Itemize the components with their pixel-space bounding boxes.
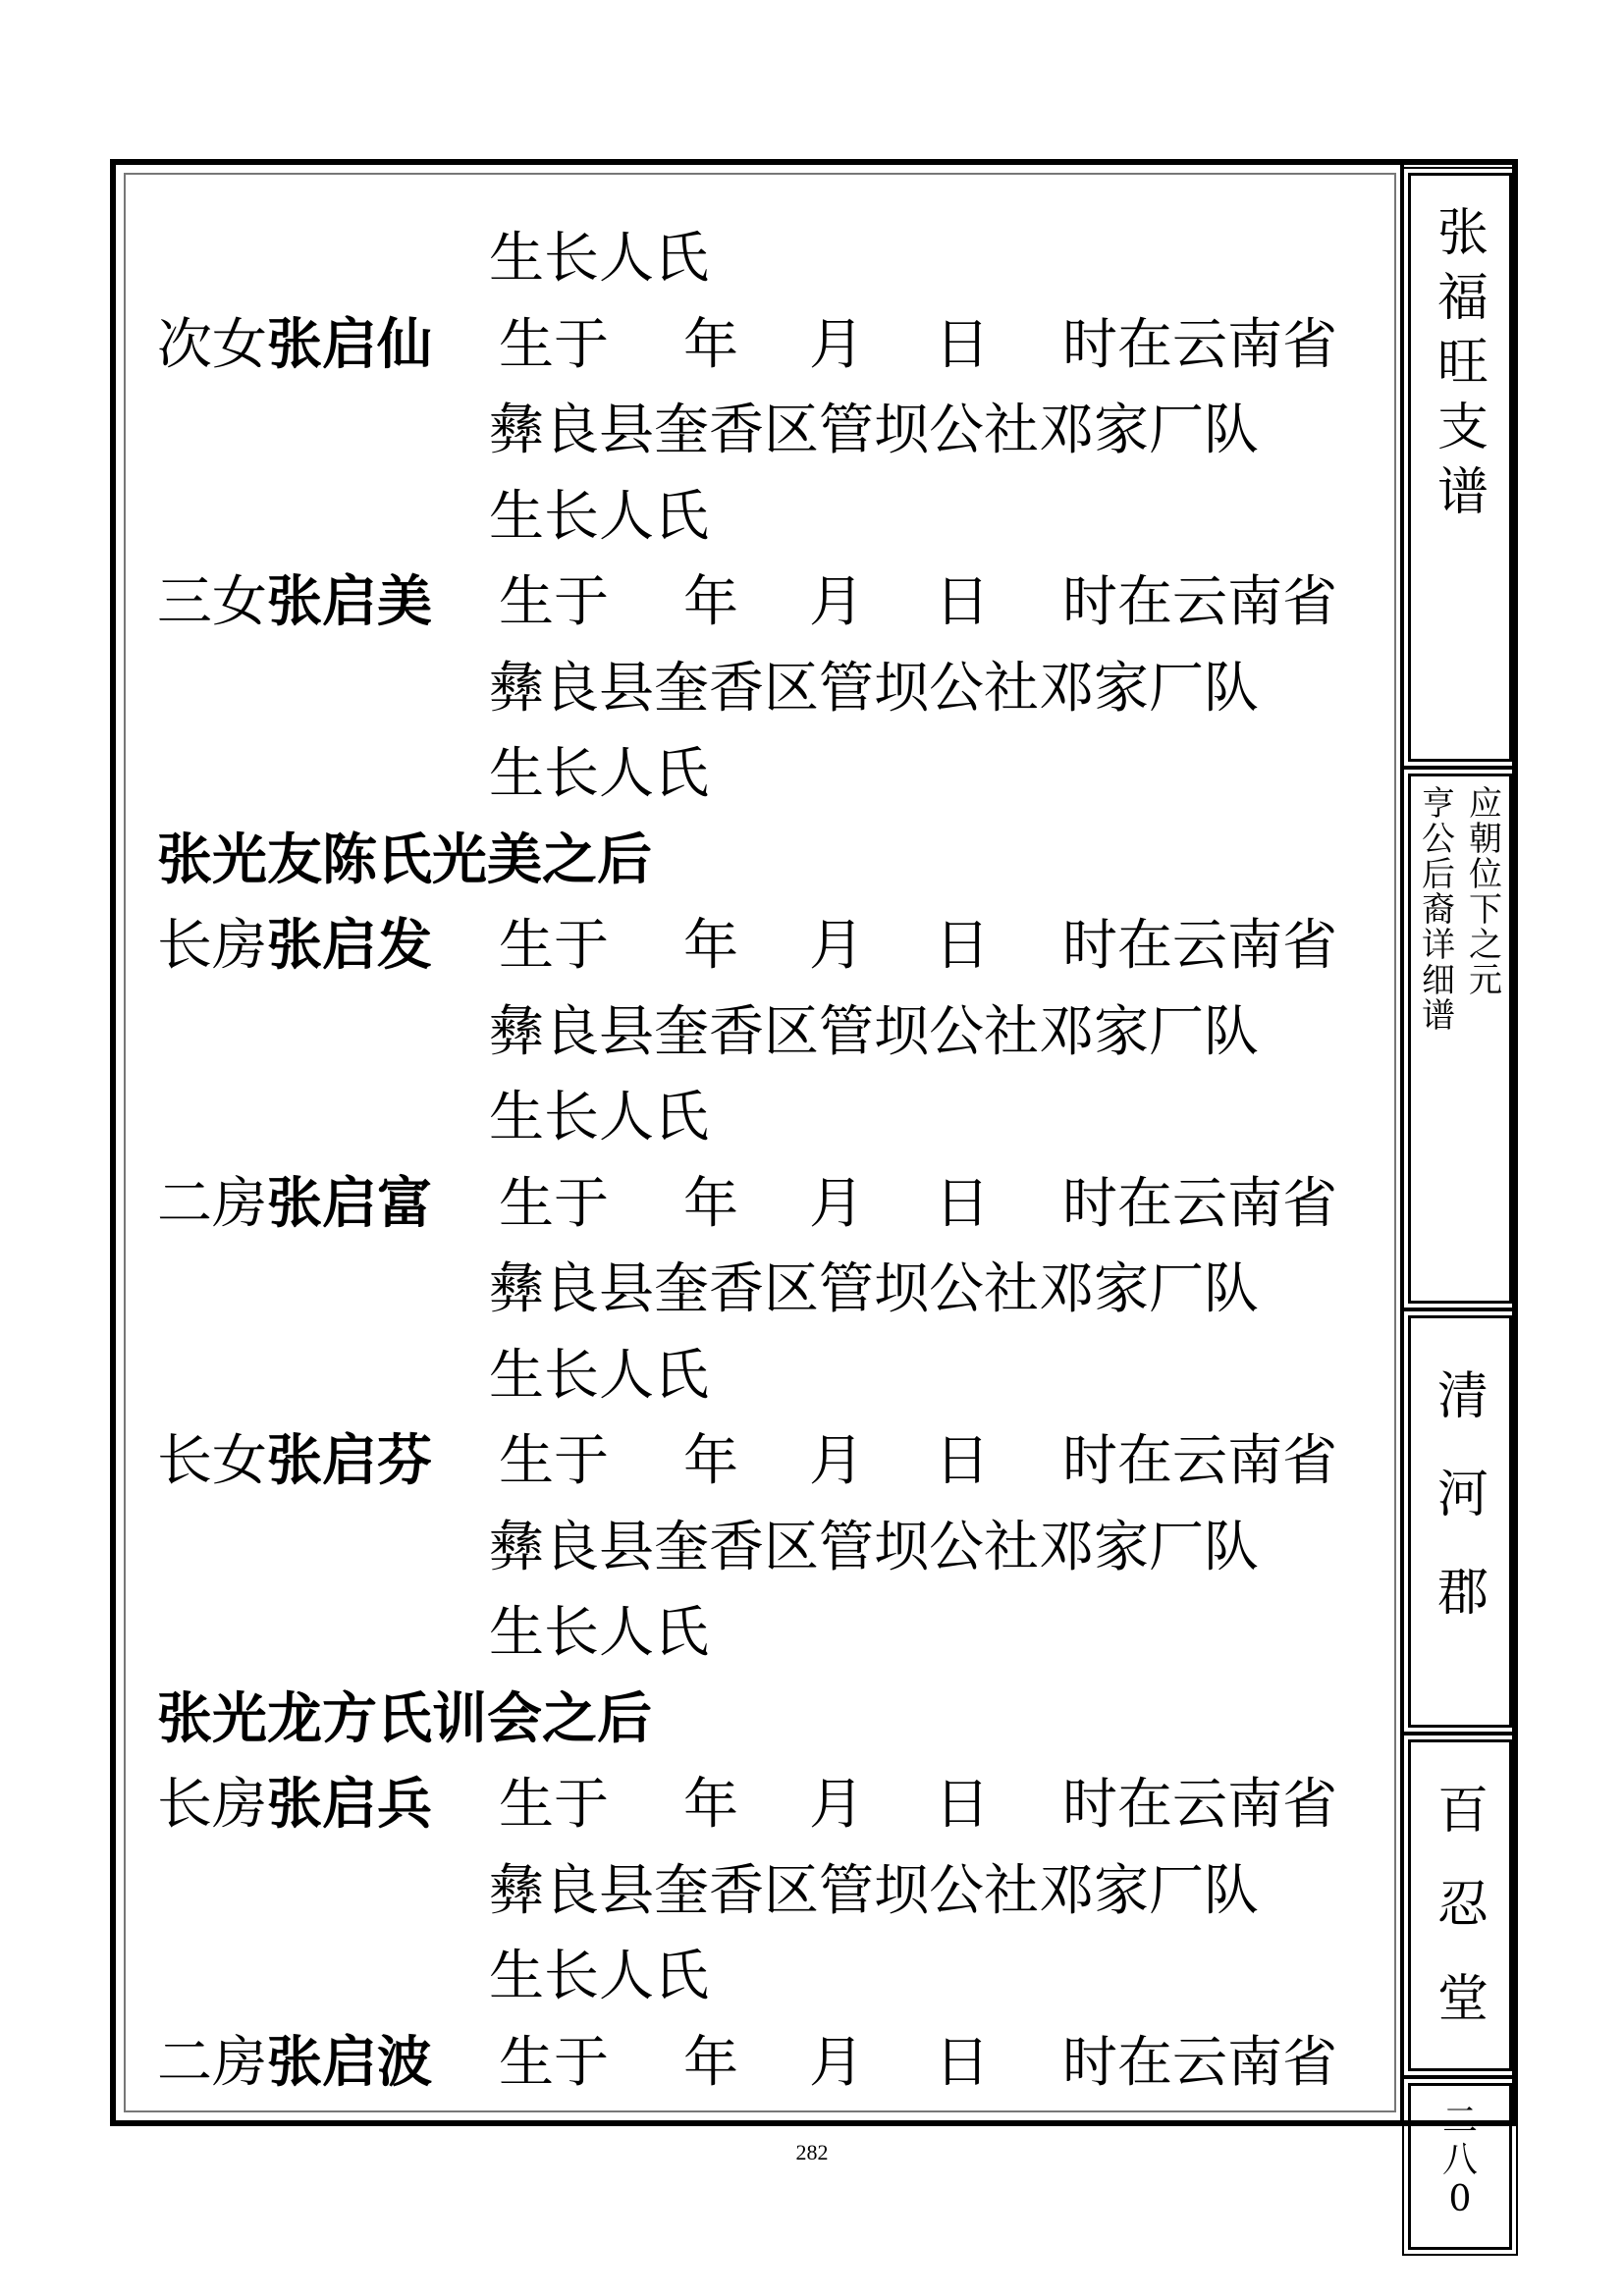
birth-field-label: 生于 — [499, 2030, 609, 2095]
birth-field-label: 生于 — [499, 570, 609, 634]
sidebar-title-char: 旺 — [1437, 334, 1489, 393]
subtitle-char: 位 — [1469, 855, 1502, 894]
sidebar-title-char: 福 — [1437, 269, 1489, 328]
sidebar-title — [1411, 201, 1509, 525]
kinship-role: 二房 — [157, 2030, 267, 2095]
sidebar-title-char: 谱 — [1437, 463, 1489, 522]
birth-field-label: 日 — [935, 312, 990, 377]
continuation-text: 生长人氏 — [489, 1086, 709, 1149]
subtitle-char: 亨 — [1422, 784, 1455, 824]
subtitle-char: 裔 — [1422, 890, 1455, 930]
sidebar-clan-box — [1408, 1315, 1512, 1728]
person-label — [157, 1762, 432, 1848]
person-label — [157, 1418, 432, 1505]
person-name: 张启美 — [267, 570, 432, 634]
birth-field-label: 时在云南省 — [1062, 312, 1337, 377]
birth-field-label: 生于 — [499, 1429, 609, 1493]
continuation-text: 彝良县奎香区管坝公社邓家厂队 — [489, 399, 1259, 462]
sidebar-hall-box — [1408, 1739, 1512, 2071]
continuation-text: 彝良县奎香区管坝公社邓家厂队 — [489, 1858, 1259, 1923]
birth-field-label: 月 — [809, 1429, 864, 1493]
subtitle-char: 朝 — [1469, 820, 1502, 859]
continuation-text: 生长人氏 — [489, 1601, 709, 1665]
continuation-text: 生长人氏 — [489, 1945, 709, 2008]
birth-field-label: 年 — [683, 1429, 738, 1493]
birth-field-label: 年 — [683, 312, 738, 377]
sidebar-folio-box — [1408, 2083, 1512, 2250]
person-name: 张启仙 — [267, 312, 432, 377]
subtitle-char: 谱 — [1422, 996, 1455, 1036]
birth-field-label: 月 — [809, 914, 864, 978]
sidebar-subtitle-box — [1408, 774, 1512, 1304]
birth-field-label: 日 — [935, 1429, 990, 1493]
clan-char: 清 — [1437, 1367, 1489, 1426]
birth-field-label: 年 — [683, 1171, 738, 1236]
lineage-heading-text: 张光龙方氏训会之后 — [157, 1686, 652, 1751]
birth-field-label: 时在云南省 — [1062, 1171, 1337, 1236]
kinship-role: 长女 — [157, 1429, 267, 1493]
birth-field-label: 年 — [683, 1773, 738, 1837]
subtitle-column-right — [1463, 786, 1508, 1034]
hall-char: 堂 — [1437, 1970, 1489, 2029]
birth-field-label: 时在云南省 — [1062, 914, 1337, 978]
birth-field-label: 生于 — [499, 312, 609, 377]
continuation-text: 彝良县奎香区管坝公社邓家厂队 — [489, 1257, 1259, 1321]
birth-field-label: 生于 — [499, 1171, 609, 1236]
clan-name — [1411, 1348, 1509, 1642]
subtitle-char: 详 — [1422, 926, 1455, 965]
birth-field-label: 日 — [935, 914, 990, 978]
subtitle-char: 之 — [1469, 926, 1502, 965]
continuation-text: 彝良县奎香区管坝公社邓家厂队 — [489, 1515, 1259, 1579]
sidebar-subtitle — [1417, 786, 1507, 1034]
birth-field-label: 日 — [935, 1773, 990, 1837]
continuation-text: 彝良县奎香区管坝公社邓家厂队 — [489, 656, 1259, 721]
birth-field-label: 月 — [809, 2030, 864, 2095]
birth-field-label: 月 — [809, 1171, 864, 1236]
sidebar-title-box — [1408, 173, 1512, 762]
folio-char: 八 — [1441, 2140, 1478, 2180]
birth-field-label: 年 — [683, 914, 738, 978]
sidebar — [1408, 165, 1512, 2219]
person-label — [157, 2020, 432, 2107]
birth-field-label: 日 — [935, 1171, 990, 1236]
sidebar-title-char: 支 — [1437, 399, 1489, 457]
birth-field-label: 年 — [683, 2030, 738, 2095]
person-label — [157, 903, 432, 989]
birth-field-label: 月 — [809, 570, 864, 634]
subtitle-char: 元 — [1469, 961, 1502, 1000]
person-name: 张启波 — [267, 2030, 432, 2095]
person-label — [157, 560, 432, 646]
birth-field-label: 年 — [683, 570, 738, 634]
sidebar-title-char: 张 — [1437, 204, 1489, 263]
clan-char: 郡 — [1437, 1564, 1489, 1623]
kinship-role: 二房 — [157, 1171, 267, 1236]
continuation-text: 生长人氏 — [489, 484, 709, 549]
birth-field-label: 时在云南省 — [1062, 1773, 1337, 1837]
birth-field-label: 日 — [935, 570, 990, 634]
subtitle-char: 后 — [1422, 855, 1455, 894]
subtitle-column-left — [1416, 786, 1461, 1034]
kinship-role: 三女 — [157, 570, 267, 634]
birth-field-label: 月 — [809, 1773, 864, 1837]
birth-field-label: 日 — [935, 2030, 990, 2095]
folio-char: 0 — [1448, 2179, 1472, 2219]
folio-char: 二 — [1441, 2101, 1478, 2141]
subtitle-char: 公 — [1422, 820, 1455, 859]
birth-field-label: 月 — [809, 312, 864, 377]
person-name: 张启富 — [267, 1171, 432, 1236]
birth-field-label: 时在云南省 — [1062, 2030, 1337, 2095]
birth-field-label: 生于 — [499, 914, 609, 978]
person-name: 张启芬 — [267, 1429, 432, 1493]
hall-char: 百 — [1437, 1782, 1489, 1841]
birth-field-label: 生于 — [499, 1773, 609, 1837]
kinship-role: 长房 — [157, 1773, 267, 1837]
kinship-role: 次女 — [157, 312, 267, 377]
person-name: 张启发 — [267, 914, 432, 978]
subtitle-char: 应 — [1469, 784, 1502, 824]
clan-char: 河 — [1437, 1466, 1489, 1524]
hall-name — [1411, 1764, 1509, 2047]
continuation-text: 生长人氏 — [489, 742, 709, 806]
birth-field-label: 时在云南省 — [1062, 1429, 1337, 1493]
page-number: 282 — [795, 2140, 829, 2164]
subtitle-char: 细 — [1422, 961, 1455, 1000]
person-label — [157, 302, 432, 389]
subtitle-char: 下 — [1469, 890, 1502, 930]
person-name: 张启兵 — [267, 1773, 432, 1837]
continuation-text: 生长人氏 — [489, 1343, 709, 1408]
birth-field-label: 时在云南省 — [1062, 570, 1337, 634]
continuation-text: 彝良县奎香区管坝公社邓家厂队 — [489, 999, 1259, 1064]
continuation-text: 生长人氏 — [489, 227, 709, 291]
lineage-heading-text: 张光友陈氏光美之后 — [157, 828, 652, 892]
kinship-role: 长房 — [157, 914, 267, 978]
person-label — [157, 1161, 432, 1248]
hall-char: 忍 — [1437, 1876, 1489, 1935]
